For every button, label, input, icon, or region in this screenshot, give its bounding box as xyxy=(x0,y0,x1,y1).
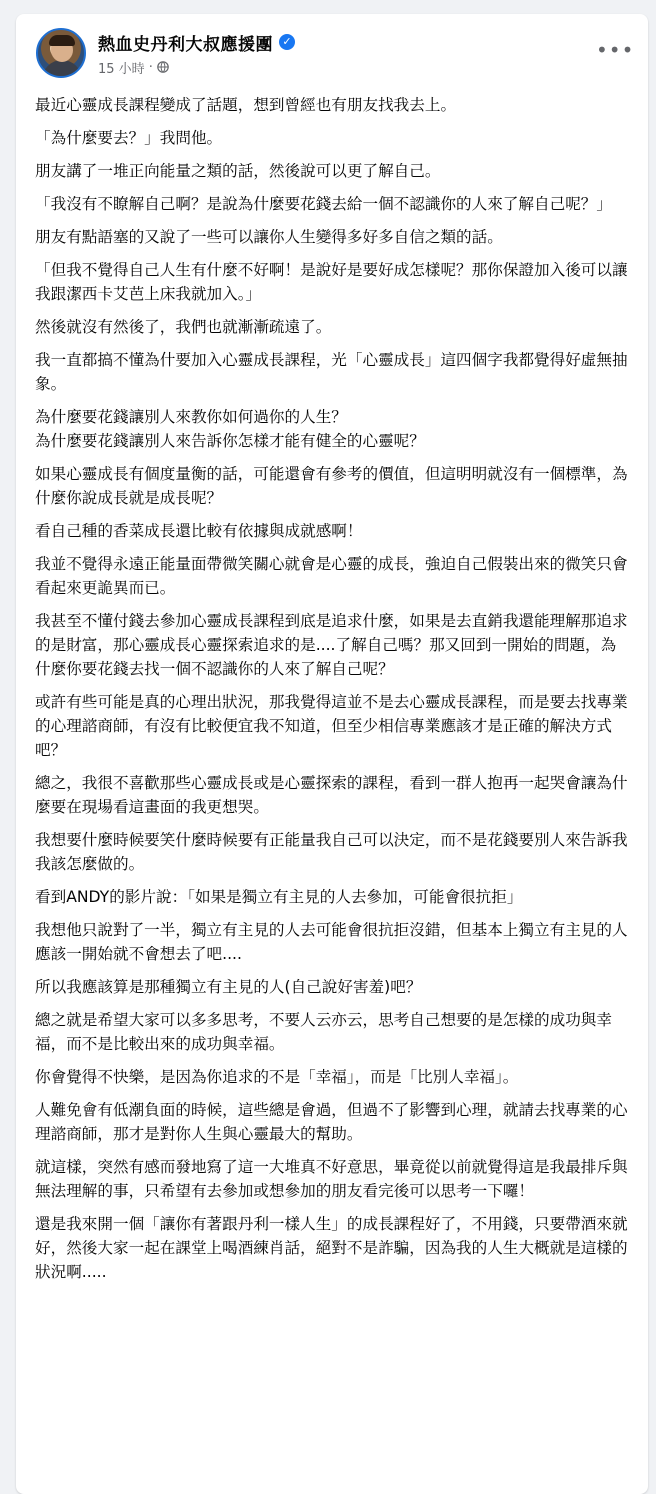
post-paragraph: 總之，我很不喜歡那些心靈成長或是心靈探索的課程，看到一群人抱再一起哭會讓為什麼要在現場看這畫面的我更想哭。 xyxy=(35,774,628,816)
page-name-row xyxy=(98,30,295,54)
more-options-button[interactable]: ••• xyxy=(596,38,635,62)
post-paragraph: 我甚至不懂付錢去參加心靈成長課程到底是追求什麼，如果是去直銷我還能理解那追求的是財富，那心靈成長心靈探索追求的是....了解自己嗎？那又回到一開始的問題，為什麼你要花錢去找一個不認識你的人來了解自己呢？ xyxy=(35,612,628,678)
meta-separator: · xyxy=(148,59,153,75)
post-paragraph: 朋友有點語塞的又說了一些可以讓你人生變得多好多自信之類的話。 xyxy=(35,228,503,246)
post-paragraph: 總之就是希望大家可以多多思考，不要人云亦云，思考自己想要的是怎樣的成功與幸福，而不是比較出來的成功與幸福。 xyxy=(35,1011,612,1053)
post-timestamp[interactable]: 15 小時 xyxy=(98,61,145,77)
post-paragraph: 如果心靈成長有個度量衡的話，可能還會有參考的價值，但這明明就沒有一個標準，為什麼你說成長就是成長呢？ xyxy=(35,465,628,507)
post-header xyxy=(16,14,648,86)
post-paragraph: 或許有些可能是真的心理出狀況，那我覺得這並不是去心靈成長課程，而是要去找專業的心理諮商師，有沒有比較便宜我不知道，但至少相信專業應該才是正確的解決方式吧？ xyxy=(35,693,628,759)
post-paragraph: 所以我應該算是那種獨立有主見的人(自己說好害羞)吧？ xyxy=(35,978,422,996)
verified-badge-icon: ✓ xyxy=(279,34,295,50)
post-paragraph: 我想要什麼時候要笑什麼時候要有正能量我自己可以決定，而不是花錢要別人來告訴我我該怎麼做的。 xyxy=(35,831,628,873)
page-name-link[interactable]: 熱血史丹利大叔應援團 xyxy=(98,34,273,55)
post-paragraph: 然後就沒有然後了，我們也就漸漸疏遠了。 xyxy=(35,318,332,336)
post-meta xyxy=(98,58,169,76)
post-paragraph: 我並不覺得永遠正能量面帶微笑關心就會是心靈的成長，強迫自己假裝出來的微笑只會看起來更詭異而已。 xyxy=(35,555,628,597)
post-card xyxy=(16,14,648,1494)
post-paragraph: 為什麼要花錢讓別人來教你如何過你的人生？ 為什麼要花錢讓別人來告訴你怎樣才能有健全的心靈呢？ xyxy=(35,408,425,450)
post-paragraph: 就這樣，突然有感而發地寫了這一大堆真不好意思，畢竟從以前就覺得這是我最排斥與無法理解的事，只希望有去參加或想參加的朋友看完後可以思考一下囉！ xyxy=(35,1158,628,1200)
post-paragraph: 看自己種的香菜成長還比較有依據與成就感啊！ xyxy=(35,522,363,540)
post-paragraph: 我一直都搞不懂為什要加入心靈成長課程，光「心靈成長」這四個字我都覺得好虛無抽象。 xyxy=(35,351,628,393)
post-paragraph: 「但我不覺得自己人生有什麼不好啊！是說好是要好成怎樣呢？那你保證加入後可以讓我跟潔西卡艾芭上床我就加入。」 xyxy=(35,261,628,303)
post-paragraph: 最近心靈成長課程變成了話題，想到曾經也有朋友找我去上。 xyxy=(35,96,457,114)
post-paragraph: 我想他只說對了一半，獨立有主見的人去可能會很抗拒沒錯，但基本上獨立有主見的人應該一開始就不會想去了吧.... xyxy=(35,921,628,963)
post-paragraph: 朋友講了一堆正向能量之類的話，然後說可以更了解自己。 xyxy=(35,162,441,180)
post-paragraph: 「我沒有不瞭解自己啊？是說為什麼要花錢去給一個不認識你的人來了解自己呢？」 xyxy=(35,195,612,213)
post-paragraph: 「為什麼要去？」我問他。 xyxy=(35,129,223,147)
post-paragraph: 人難免會有低潮負面的時候，這些總是會過，但過不了影響到心理，就請去找專業的心理諮商師，那才是對你人生與心靈最大的幫助。 xyxy=(35,1101,628,1143)
post-paragraph: 還是我來開一個「讓你有著跟丹利一樣人生」的成長課程好了，不用錢，只要帶酒來就好，然後大家一起在課堂上喝酒練肖話，絕對不是詐騙，因為我的人生大概就是這樣的狀況啊..... xyxy=(35,1215,628,1281)
post-text xyxy=(35,93,631,1293)
globe-icon[interactable] xyxy=(157,61,169,73)
page-avatar[interactable] xyxy=(36,28,86,78)
post-paragraph: 看到ANDY的影片說：「如果是獨立有主見的人去參加，可能會很抗拒」 xyxy=(35,888,523,906)
post-paragraph: 你會覺得不快樂，是因為你追求的不是「幸福」，而是「比別人幸福」。 xyxy=(35,1068,519,1086)
